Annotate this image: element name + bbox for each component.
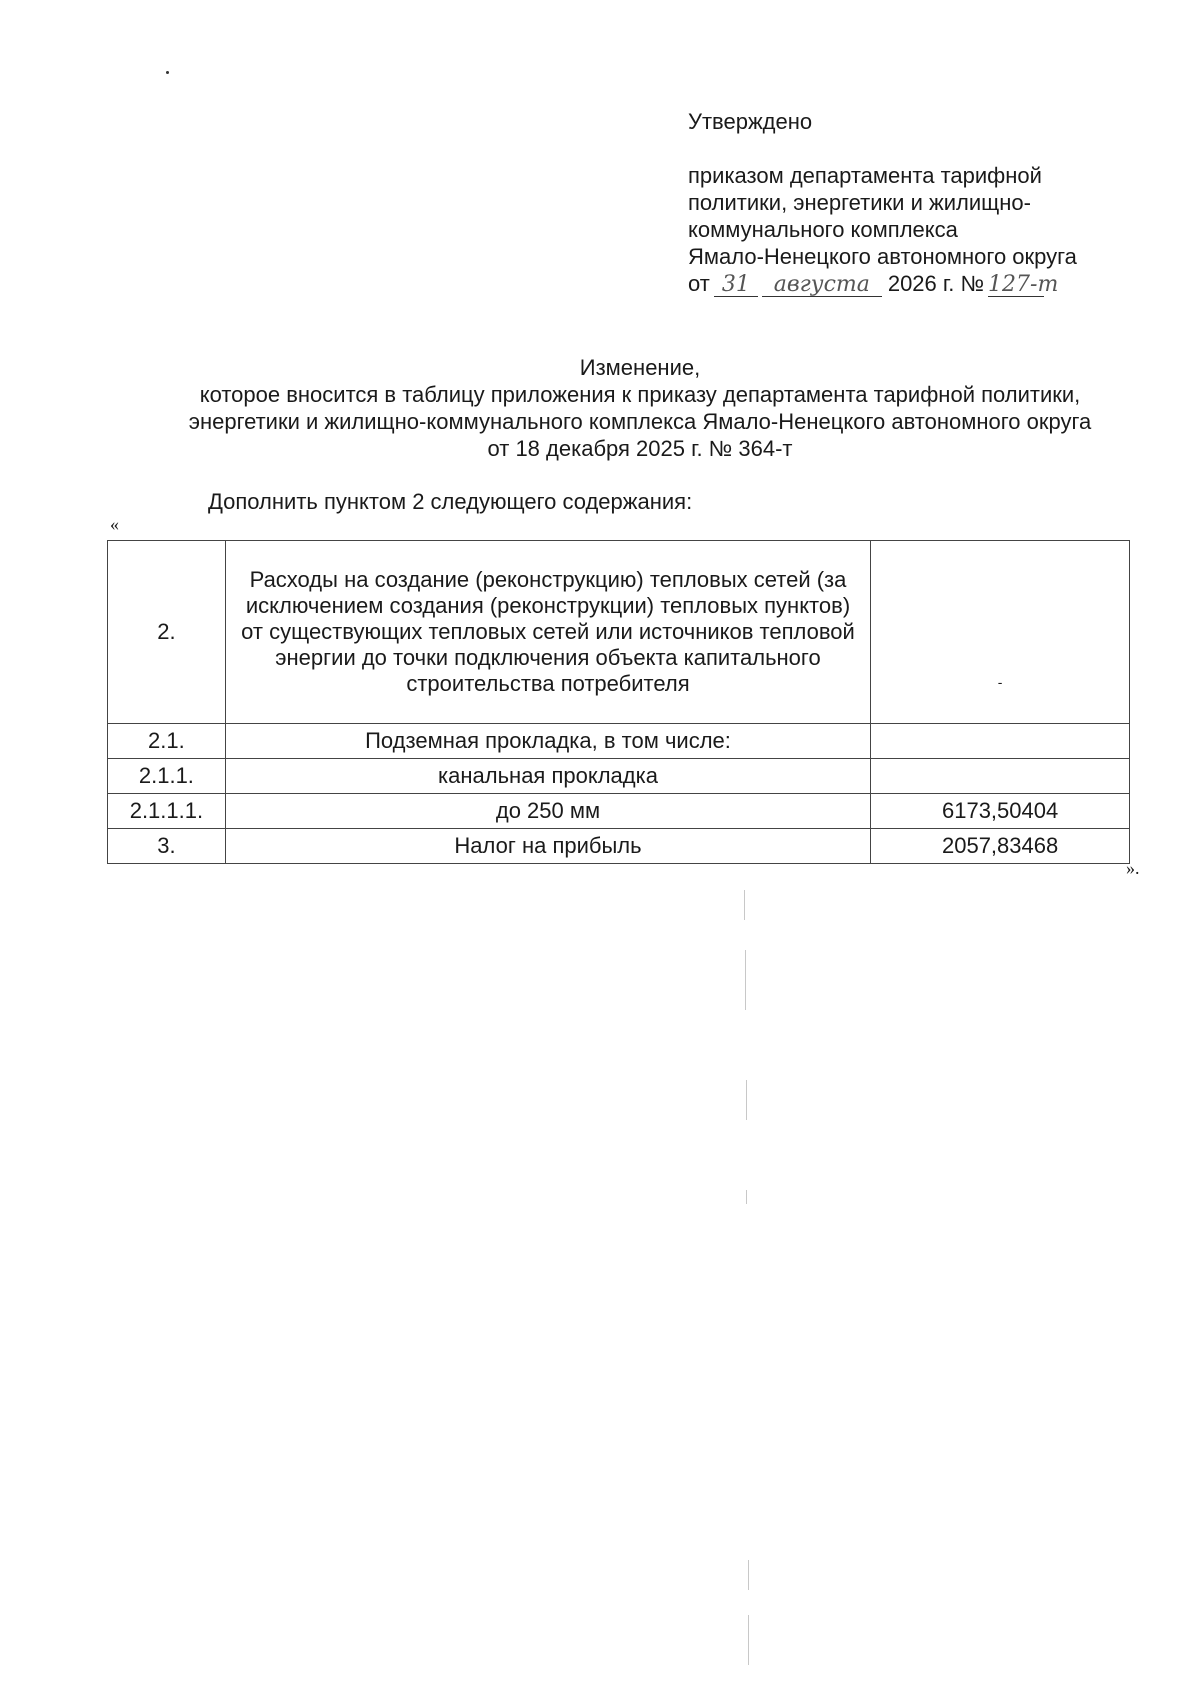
scan-artifact-line [748, 1560, 749, 1590]
date-prefix: от [688, 271, 710, 296]
heading-line-1: которое вносится в таблицу приложения к приказу департамента тарифной политики, [199, 382, 1081, 407]
opening-quote: « [110, 514, 119, 534]
approval-line-4: Ямало-Ненецкого автономного округа [688, 244, 1077, 269]
approval-block [688, 108, 1168, 297]
row-number: 2.1. [108, 724, 226, 759]
table-row [108, 759, 1130, 794]
approval-line-2: политики, энергетики и жилищно- [688, 190, 1031, 215]
heading-line-2: энергетики и жилищно-коммунального комплекса Ямало-Ненецкого автономного округа [188, 409, 1092, 434]
table-row [108, 724, 1130, 759]
handwritten-day: 31 [714, 274, 758, 297]
heading-title: Изменение, [579, 355, 701, 380]
date-year: 2026 г. № [887, 271, 985, 296]
amendment-table [107, 540, 1130, 864]
handwritten-order-number: 127-т [988, 272, 1059, 297]
intro-text: Дополнить пунктом 2 следующего содержания: [208, 489, 693, 514]
approval-line-3: коммунального комплекса [688, 217, 958, 242]
approval-line-1: приказом департамента тарифной [688, 163, 1042, 188]
row-value: 6173,50404 [871, 794, 1130, 829]
row-value [871, 759, 1130, 794]
approval-date-line [688, 270, 1168, 297]
row-value: 2057,83468 [871, 829, 1130, 864]
row-description: Расходы на создание (реконструкцию) тепловых сетей (за исключением создания (реконструкции) тепловых пунктов) от существующих тепловых сетей или источников тепловой энергии до точки подключения объекта капитального строительства потребителя [225, 541, 870, 724]
scan-artifact-line [745, 950, 746, 1010]
row-description: канальная прокладка [225, 759, 870, 794]
scan-artifact-line [748, 1615, 749, 1665]
table-row [108, 829, 1130, 864]
amendment-heading [120, 354, 1160, 462]
row-number: 2.1.1. [108, 759, 226, 794]
approved-title: Утверждено [688, 109, 813, 134]
table-row [108, 541, 1130, 724]
row-description: Налог на прибыль [225, 829, 870, 864]
heading-line-3: от 18 декабря 2025 г. № 364-т [487, 436, 793, 461]
closing-quote: ». [1126, 858, 1140, 878]
table-row [108, 794, 1130, 829]
scan-artifact-line [746, 1080, 747, 1120]
row-number: 2.1.1.1. [108, 794, 226, 829]
handwritten-month: августа [762, 274, 882, 297]
row-value [871, 724, 1130, 759]
row-number: 3. [108, 829, 226, 864]
row-value: - [871, 541, 1130, 724]
scan-artifact-line [744, 890, 745, 920]
scan-artifact-line [746, 1190, 747, 1204]
row-description: Подземная прокладка, в том числе: [225, 724, 870, 759]
row-number: 2. [108, 541, 226, 724]
scan-speck [166, 71, 169, 74]
row-description: до 250 мм [225, 794, 870, 829]
